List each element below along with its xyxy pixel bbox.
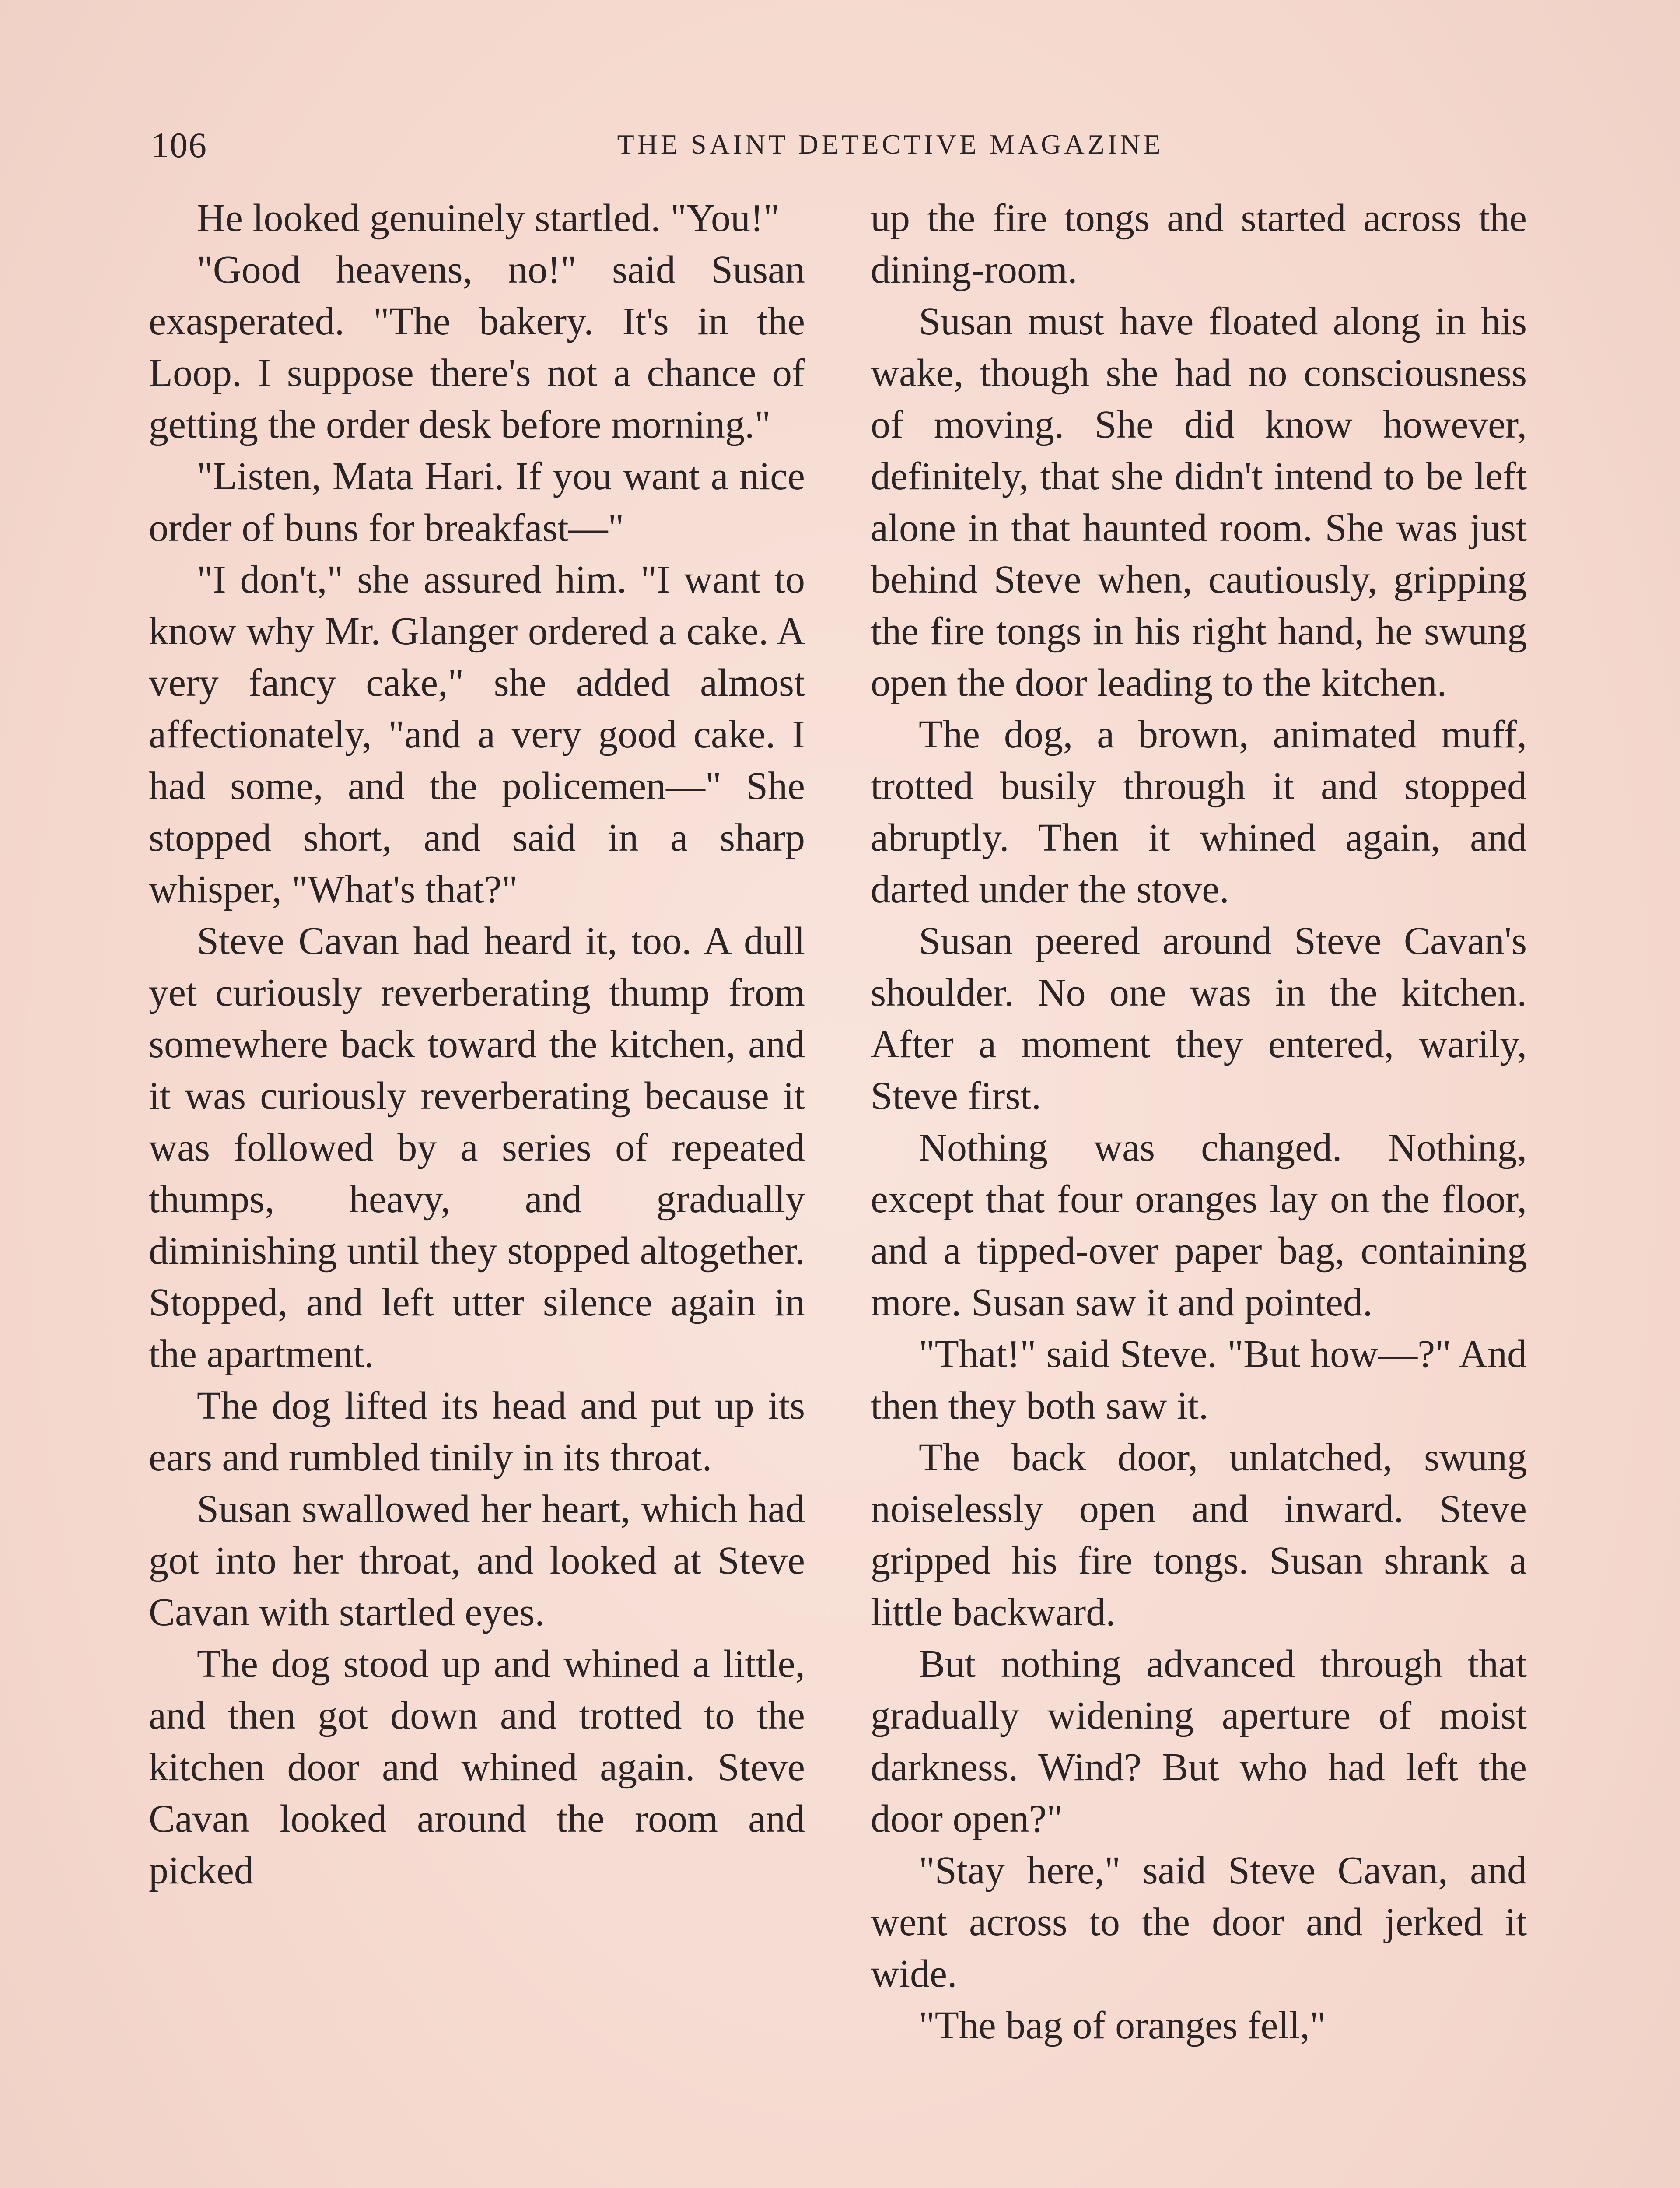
paragraph: The back door, unlatched, swung noiselessly open and inward. Steve gripped his fire tongs. Susan shrank a little backward. xyxy=(871,1436,1527,1634)
paragraph: Susan swallowed her heart, which had got into her throat, and looked at Steve Cavan with startled eyes. xyxy=(149,1487,805,1634)
paragraph: "Good heavens, no!" said Susan exasperated. "The bakery. It's in the Loop. I suppose there's not a chance of getting the order desk before morning." xyxy=(149,248,805,446)
running-head xyxy=(151,125,1529,173)
left-column xyxy=(149,193,805,1897)
paragraph: "The bag of oranges fell," xyxy=(919,2004,1326,2047)
paragraph: Nothing was changed. Nothing, except that four oranges lay on the floor, and a tipped-over paper bag, containing more. Susan saw it and pointed. xyxy=(871,1126,1527,1324)
paragraph: But nothing advanced through that gradually widening aperture of moist darkness. Wind? But who had left the door open?" xyxy=(871,1642,1527,1841)
right-column xyxy=(871,193,1527,2051)
magazine-title: THE SAINT DETECTIVE MAGAZINE xyxy=(617,129,1164,160)
paragraph: Steve Cavan had heard it, too. A dull yet curiously reverberating thump from somewhere back toward the kitchen, and it was curiously reverberating because it was followed by a series of repeated thumps, heavy, and gradually diminishing until they stopped altogether. Stopped, and left utter silence again in the apartment. xyxy=(149,919,805,1376)
paragraph: The dog, a brown, animated muff, trotted busily through it and stopped abruptly. Then it whined again, and darted under the stove. xyxy=(871,713,1527,911)
paragraph-continued: up the fire tongs and started across the dining-room. xyxy=(871,196,1527,291)
paragraph: "That!" said Steve. "But how—?" And then they both saw it. xyxy=(871,1332,1527,1427)
paragraph: The dog stood up and whined a little, and then got down and trotted to the kitchen door and whined again. Steve Cavan looked around the room and picked xyxy=(149,1642,805,1892)
paragraph: "I don't," she assured him. "I want to know why Mr. Glanger ordered a cake. A very fancy cake," she added almost affectionately, "and a very good cake. I had some, and the policemen—" She stopped short, and said in a sharp whisper, "What's that?" xyxy=(149,558,805,911)
paragraph: "Stay here," said Steve Cavan, and went across to the door and jerked it wide. xyxy=(871,1849,1527,1995)
page-number: 106 xyxy=(151,125,207,165)
paragraph: He looked genuinely startled. "You!" xyxy=(197,196,780,240)
paragraph: Susan peered around Steve Cavan's shoulder. No one was in the kitchen. After a moment they entered, warily, Steve first. xyxy=(871,919,1527,1118)
paragraph: Susan must have floated along in his wake, though she had no consciousness of moving. She did know however, definitely, that she didn't intend to be left alone in that haunted room. She was just behind Steve when, cautiously, gripping the fire tongs in his right hand, he swung open the door leading to the kitchen. xyxy=(871,300,1527,705)
paragraph: "Listen, Mata Hari. If you want a nice order of buns for breakfast—" xyxy=(149,455,805,550)
paragraph: The dog lifted its head and put up its ears and rumbled tinily in its throat. xyxy=(149,1384,805,1479)
